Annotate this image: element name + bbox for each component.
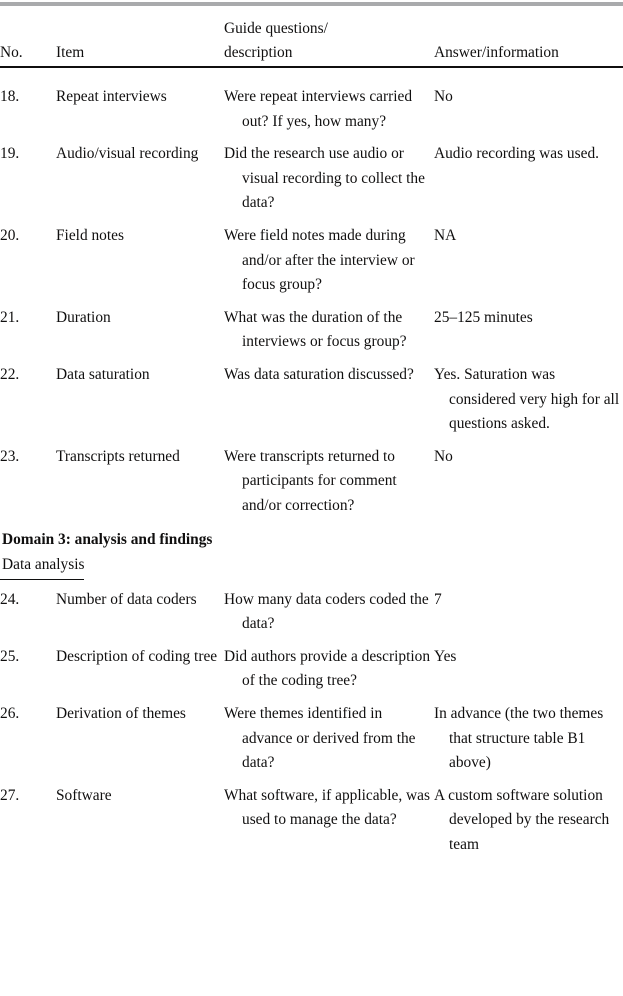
table-row [0,298,623,355]
cell-guide-question-text: What software, if applicable, was used to manage the data? [224,786,430,829]
cell-item [56,134,224,216]
table-row [0,216,623,298]
cell-item [56,580,224,637]
cell-answer-text: NA [434,226,457,244]
cell-answer-text: In advance (the two themes that structure table B1 above) [434,705,604,772]
domain-heading-label: Domain 3: analysis and findings [2,530,213,548]
cell-guide-question [224,776,434,858]
cell-guide-question-text: Did the research use audio or visual recording to collect the data? [224,145,425,212]
cell-answer-text: Audio recording was used. [434,145,599,163]
table-row [0,776,623,858]
cell-guide-question-text: Were transcripts returned to participants for comment and/or correction? [224,447,397,514]
cell-item [56,437,224,519]
table-row [0,637,623,694]
cell-answer-text: No [434,447,453,465]
cell-item [56,637,224,694]
cell-answer [434,355,623,437]
cell-answer [434,71,623,134]
cell-item-text: Software [56,786,112,804]
cell-number: 18. [0,88,20,105]
cell-item [56,298,224,355]
cell-guide-question [224,298,434,355]
cell-item-text: Data saturation [56,365,150,383]
cell-guide-question [224,355,434,437]
table-row [0,694,623,776]
cell-guide-question [224,71,434,134]
cell-number: 27. [0,786,20,804]
cell-number: 25. [0,647,20,665]
cell-item [56,71,224,134]
cell-answer [434,216,623,298]
cell-item-text: Transcripts returned [56,447,180,465]
cell-guide-question-text: How many data coders coded the data? [224,590,429,633]
cell-item-text: Number of data coders [56,590,197,608]
cell-item-text: Audio/visual recording [56,145,199,163]
column-header-question [224,0,434,71]
cell-number: 22. [0,365,20,383]
cell-answer-text: A custom software solution developed by the research team [434,786,610,854]
cell-number: 24. [0,590,20,608]
cell-item [56,216,224,298]
column-header-no: No. [0,44,23,62]
cell-answer [434,580,623,637]
cell-guide-question-text: Were themes identified in advance or derived from the data? [224,705,416,772]
cell-number: 26. [0,705,20,723]
cell-answer-text: Yes [434,647,457,665]
table-row [0,355,623,437]
cell-answer [434,694,623,776]
cell-item [56,776,224,858]
cell-guide-question [224,637,434,694]
cell-answer [434,637,623,694]
cell-answer [434,298,623,355]
cell-guide-question-text: Did authors provide a description of the coding tree? [224,647,431,690]
cell-number: 23. [0,447,20,465]
table-row [0,580,623,637]
cell-item-text: Duration [56,308,111,326]
domain-heading-row [0,519,623,553]
cell-answer-text: No [434,88,453,105]
cell-answer-text: Yes. Saturation was considered very high for all questions asked. [434,365,620,433]
column-header-question-line1: Guide questions/ [224,19,328,37]
cell-answer [434,437,623,519]
column-header-answer: Answer/information [434,44,559,62]
cell-guide-question-text: Was data saturation discussed? [224,365,414,383]
cell-guide-question [224,134,434,216]
cell-item-text: Field notes [56,226,124,244]
cell-item-text: Description of coding tree [56,647,218,665]
cell-guide-question [224,216,434,298]
cell-guide-question [224,694,434,776]
cell-answer-text: 25–125 minutes [434,308,533,326]
column-header-question-line2: description [224,44,293,62]
cell-answer-text: 7 [434,590,442,608]
cell-guide-question-text: Were repeat interviews carried out? If yes, how many? [224,88,413,130]
cell-guide-question [224,580,434,637]
cell-item [56,355,224,437]
domain-heading-cell [0,519,623,553]
cell-guide-question-text: What was the duration of the interviews or focus group? [224,308,407,351]
cell-guide-question [224,437,434,519]
subsection-heading-cell [0,552,623,580]
table-row [0,134,623,216]
cell-number: 20. [0,226,20,244]
cell-number: 19. [0,145,20,163]
cell-guide-question-text: Were field notes made during and/or after the interview or focus group? [224,226,415,294]
cell-item [56,694,224,776]
column-header-item: Item [56,44,85,62]
cell-item-text: Repeat interviews [56,88,167,105]
subsection-heading-row [0,552,623,580]
cell-answer [434,776,623,858]
cell-item-text: Derivation of themes [56,705,186,723]
table-row [0,71,623,134]
cell-answer [434,134,623,216]
cell-number: 21. [0,308,20,326]
subsection-heading-label: Data analysis [0,553,84,580]
table-row [0,437,623,519]
table-header-row [0,0,623,71]
